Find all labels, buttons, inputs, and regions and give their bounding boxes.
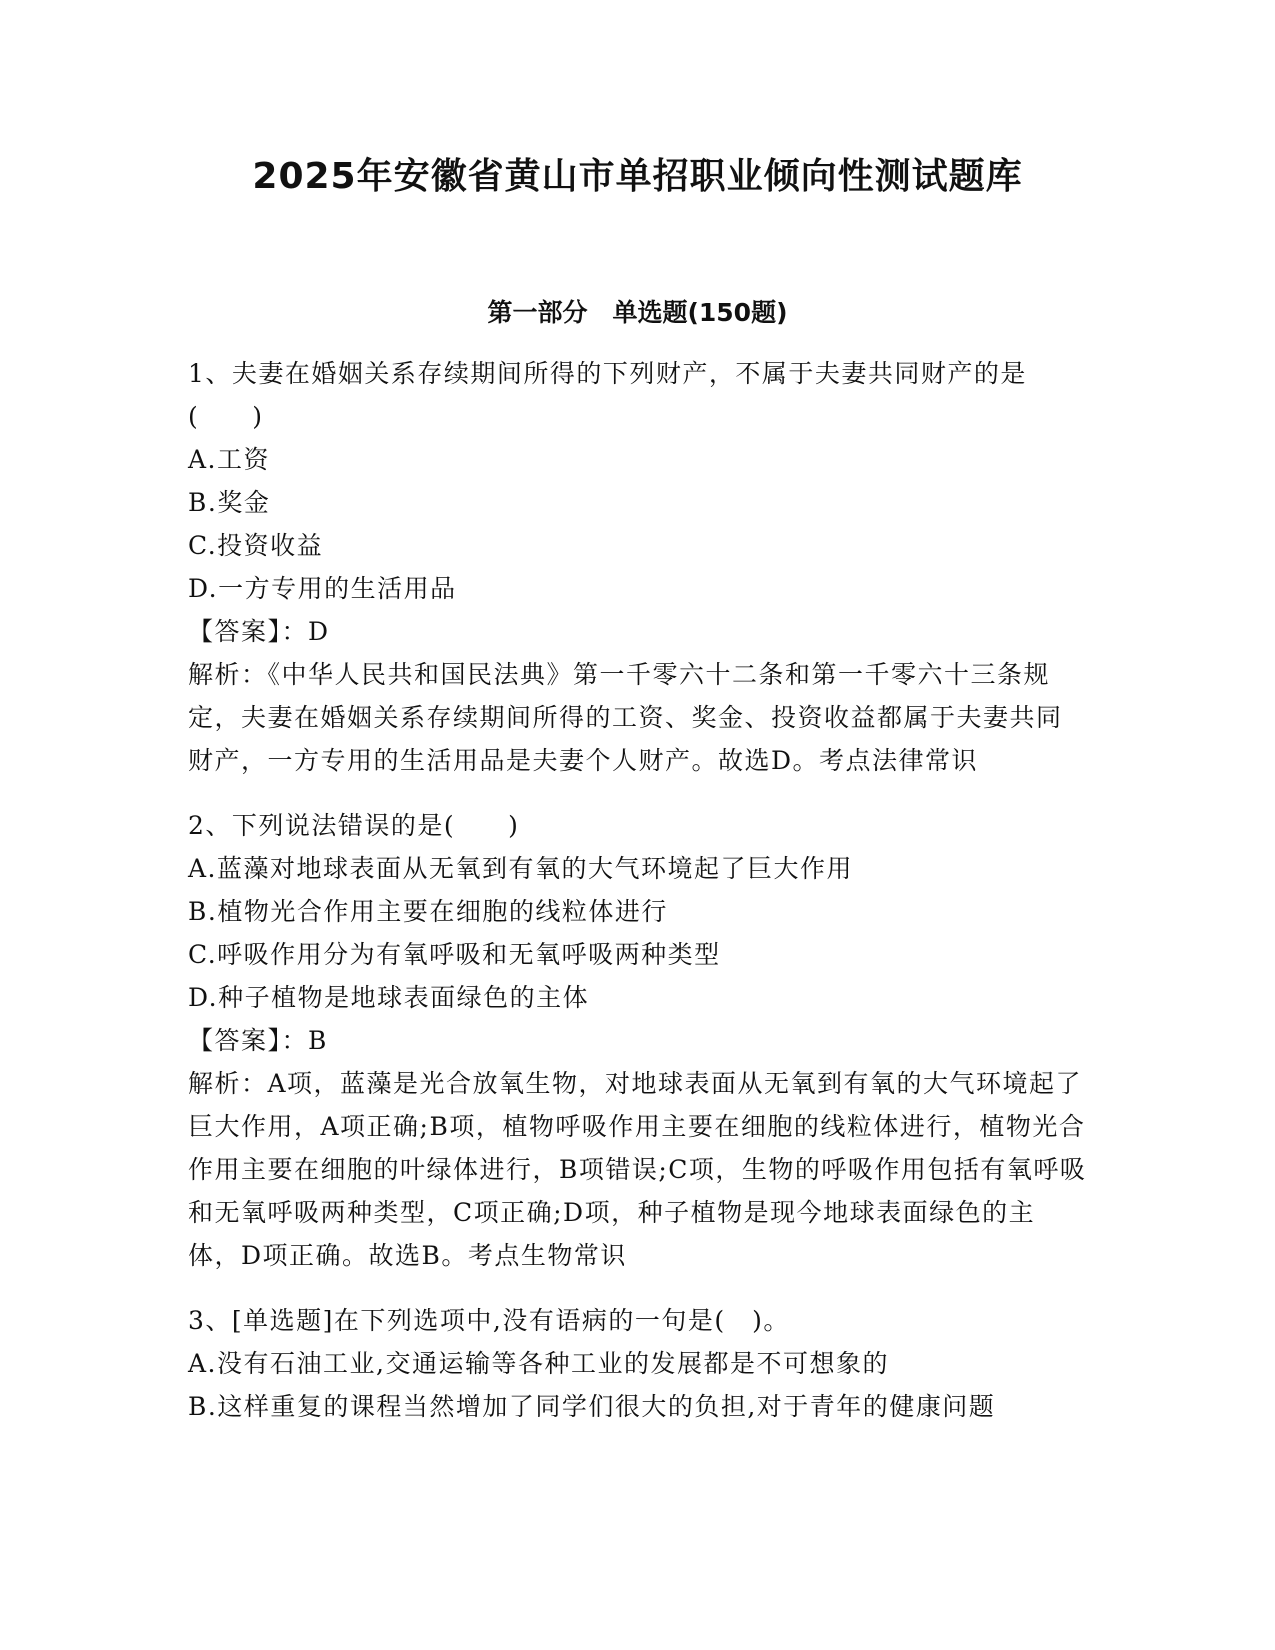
option-a: A.没有石油工业,交通运输等各种工业的发展都是不可想象的 xyxy=(188,1349,889,1378)
document-title: 2025年安徽省黄山市单招职业倾向性测试题库 xyxy=(252,156,1023,197)
option-c: C.投资收益 xyxy=(188,531,324,560)
option-c: C.呼吸作用分为有氧呼吸和无氧呼吸两种类型 xyxy=(188,940,721,969)
question-stem: 3、[单选题]在下列选项中,没有语病的一句是( )。 xyxy=(188,1306,790,1335)
answer: 【答案】：B xyxy=(188,1026,328,1055)
answer: 【答案】：D xyxy=(188,617,330,646)
option-d: D.一方专用的生活用品 xyxy=(188,574,457,603)
question-1 xyxy=(188,352,1088,782)
section-title: 第一部分 单选题(150题) xyxy=(487,298,788,327)
option-b: B.植物光合作用主要在细胞的线粒体进行 xyxy=(188,897,668,926)
question-stem: 1、夫妻在婚姻关系存续期间所得的下列财产，不属于夫妻共同财产的是( ) xyxy=(188,359,1027,431)
question-stem: 2、下列说法错误的是( ) xyxy=(188,811,520,840)
question-3 xyxy=(188,1299,1088,1428)
option-b: B.奖金 xyxy=(188,488,271,517)
option-d: D.种子植物是地球表面绿色的主体 xyxy=(188,983,590,1012)
option-a: A.蓝藻对地球表面从无氧到有氧的大气环境起了巨大作用 xyxy=(188,854,854,883)
option-a: A.工资 xyxy=(188,445,271,474)
question-2 xyxy=(188,804,1088,1277)
explanation: 解析：A项，蓝藻是光合放氧生物，对地球表面从无氧到有氧的大气环境起了巨大作用，A项正确;B项，植物呼吸作用主要在细胞的线粒体进行，植物光合作用主要在细胞的叶绿体进行，B项错误;C项，生物的呼吸作用包括有氧呼吸和无氧呼吸两种类型，C项正确;D项，种子植物是现今地球表面绿色的主体，D项正确。故选B。考点生物常识 xyxy=(188,1069,1087,1270)
question-list xyxy=(188,352,1088,1450)
option-b: B.这样重复的课程当然增加了同学们很大的负担,对于青年的健康问题 xyxy=(188,1392,996,1421)
explanation: 解析：《中华人民共和国民法典》第一千零六十二条和第一千零六十三条规定，夫妻在婚姻关系存续期间所得的工资、奖金、投资收益都属于夫妻共同财产，一方专用的生活用品是夫妻个人财产。故选D。考点法律常识 xyxy=(188,660,1063,775)
